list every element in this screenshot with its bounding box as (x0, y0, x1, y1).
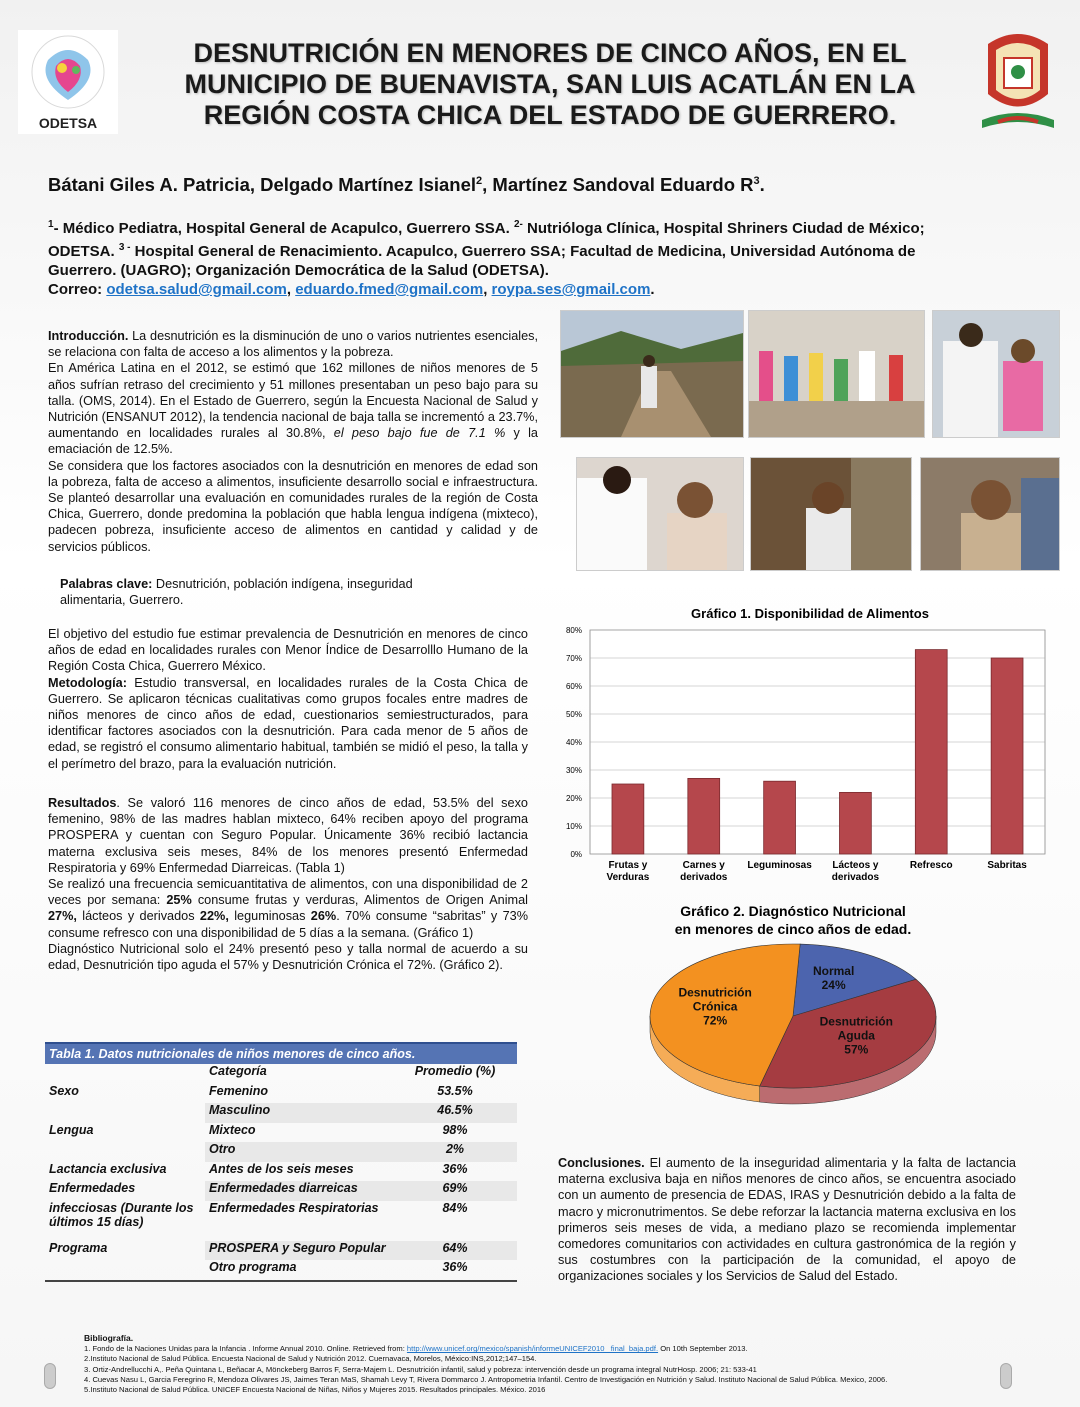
uagro-logo (978, 24, 1058, 134)
nutritional-diagnosis-chart (640, 898, 950, 1108)
y-tick-label: 40% (565, 738, 582, 747)
odetsa-logo (18, 30, 118, 134)
scroll-handle-right[interactable] (1000, 1363, 1012, 1389)
chart-title: Gráfico 2. Diagnóstico Nutricional (680, 903, 906, 919)
y-tick-label: 50% (565, 710, 582, 719)
x-tick-label: Refresco (909, 860, 953, 871)
x-tick-label: Frutas y (608, 860, 648, 871)
table-row: Otro programa 36% (45, 1260, 517, 1281)
x-tick-label: Lácteos y (832, 860, 879, 871)
x-tick-label: Leguminosas (747, 860, 812, 871)
pie-label: Desnutrición (678, 985, 752, 1000)
nutrition-table (45, 1042, 517, 1282)
table-caption: Tabla 1. Datos nutricionales de niños menores de cinco años. (45, 1042, 517, 1064)
objective-method-section: El objetivo del estudio fue estimar prevalencia de Desnutrición en menores de cinco años de edad en localidades rurales con Menor Índice de Desarrolllo Humano de la Región Costa Chica, Guerrero México. Metodología: Estudio transversal, en localidades rurales de la Costa Chica de Guerrero. Se aplicaron técnicas cualitativas como grupos focales entre madres de niños menores de cinco años de edad, cuestionarios semiestructurados, para identificar factores asociados con la desnutrición. Para cada menor de 5 años de edad, se registró el consumo alimentario habitual, también se midió el peso, la talla y el perímetro del brazo, para la evaluación nutrición. (48, 627, 528, 771)
email-link-roypa[interactable]: roypa.ses@gmail.com (491, 281, 651, 298)
pie-label: 24% (821, 978, 846, 993)
table-row: Lactancia exclusiva Antes de los seis meses 36% (49, 1161, 468, 1176)
y-tick-label: 30% (565, 766, 582, 775)
bar (688, 778, 720, 854)
table-row: Otro 2% (45, 1142, 517, 1162)
photo-village-street (560, 310, 744, 438)
bar (915, 650, 947, 854)
introduction-section: Introducción. La desnutrición es la disminución de uno o varios nutrientes esenciales, se relaciona con falta de acceso a los alimentos y la pobreza. En América Latina en el 2012, se estimó que 162 millones de niños menores de 5 años sufrían retraso del crecimiento y 51 millones presentaban un peso bajo para su talla. (OMS, 2014). En el Estado de Guerrero, según la Encuesta Nacional de Salud y Nutrición (ENSANUT 2012), la tendencia nacional de baja talla se incrementó a 23.7%, aumentando en localidades rurales al 30.8%, el peso bajo fue de 7.1 % y la emaciación de 12.5%. Se considera que los factores asociados con la desnutrición en menores de edad son la pobreza, falta de acceso a alimentos, insuficiente desarrollo social e infraestructura. Se planteó desarrollar una evaluación en comunidades rurales de la región de Costa Chica, Guerrero, donde predomina la población que habla lengua indígena (mixteco), padecen pobreza, insuficiente acceso de alimentos en cantidad y calidad y de servicios públicos. (48, 329, 538, 554)
table-row: Programa PROSPERA y Seguro Popular 64% (45, 1241, 517, 1261)
conclusions-section: Conclusiones. El aumento de la inseguridad alimentaria y la falta de lactancia materna exclusiva baja en niños menores de cinco años, se encuentra asociado con un aumento de presencia de EDAS, IRAS y Desnutrición debido a la falta de macro y micronutrimentos. Se debe reforzar la lactancia materna exclusiva en los primeros seis meses de vida, a mediano plazo se recomienda implementar comedores comunitarios con actividades en cultura gastronómica de la región y sus costumbres con la participación de la comunidad, el apoyo de organizaciones sociales y los Servicios de Salud del Estado. (558, 1156, 1016, 1284)
affiliations: $^1$- Médico Pediatra, Hospital General de Acapulco, Guerrero SSA. $^{2-}$ Nutrióloga Clínica, Hospital Shriners Ciudad de México; ODETSA. $^{3 -}$ Hospital General de Renacimiento. Acapulco, Guerrero SSA; Facultad de Medicina, Universidad Autónoma de Guerrero. (UAGRO); Organización Democrática de la Salud (ODETSA). Correo: odetsa.salud@gmail.com, eduardo.fmed@gmail.com, roypa.ses@gmail.com. (48, 219, 925, 298)
photo-doctor-child (932, 310, 1060, 438)
bibliography: Bibliografía. 1. Fondo de la Naciones Unidas para la Infancia . Informe Annual 2010. Online. Retrieved from: http://www.unicef.org/mexico/spanish/informeUNICEF2010_ final_baja.pdf. On 10th September 2013. 2.Instituto Nacional de Salud Pública. Encuesta Nacional de Salud y Nutrición 2012. Cuernavaca, Morelos, México:INS,2012;147–154. 3. Ortiz-Andrellucchi A,. Peña Quintana L, Beñacar A, Mönckeberg Barros F, Serra-Majem L. Desnutrición infantil, salud y pobreza: intervención desde un programa integral NutrHosp. 2006; 21: 533-41 4. Cuevas Nasu L, Garcia Feregrino R, Mendoza Olivares JS, Jaimes Teran MaS, Shamah Levy T, Rivera Dommarco J. Antropometria Infantil. Centro de Investigación en Nutrición y Salud. Instituto Nacional de Salud Pública. Mexico, 2006. 5.Instituto Nacional de Salud Pública. UNICEF Encuesta Nacional de Niñas, Niños y Mujeres 2015. Resultados principales. México. 2016 (84, 1333, 888, 1395)
y-tick-label: 70% (565, 654, 582, 663)
table-row: infecciosas (Durante los últimos 15 días) Enfermedades Respiratorias 84% (49, 1200, 468, 1229)
chart-title: Gráfico 1. Disponibilidad de Alimentos (691, 606, 929, 621)
authors: Bátani Giles A. Patricia, Delgado Martínez Isianel$^2$, Martínez Sandoval Eduardo $R^3$. (48, 174, 765, 195)
food-availability-chart (550, 602, 1055, 892)
table-header-average: Promedio (%) (414, 1064, 496, 1078)
bar (764, 781, 796, 854)
chart-subtitle: en menores de cinco años de edad. (674, 921, 912, 937)
table-row: Lengua Mixteco 98% (49, 1122, 468, 1137)
table-row: Enfermedades Enfermedades diarreicas 69% (45, 1181, 517, 1201)
bar (612, 784, 644, 854)
y-tick-label: 20% (565, 794, 582, 803)
keywords: Palabras clave: Desnutrición, población indígena, inseguridad alimentaria, Guerrero. (60, 577, 413, 608)
x-tick-label: derivados (680, 872, 728, 883)
pie-label: Crónica (692, 999, 738, 1014)
pie-label: 57% (844, 1042, 869, 1057)
results-section: Resultados. Se valoró 116 menores de cinco años de edad, 53.5% del sexo femenino, 98% de las madres hablan mixteco, 64% reciben apoyo del programa PROSPERA y cuentan con Seguro Popular. Únicamente 36% recibió lactancia materna exclusiva seis meses, 84% de los menores presentó Enfermedad Respiratoria y 69% Enfermedad Diarreicas. (Tabla 1) Se realizó una frecuencia semicuantitativa de alimentos, con una disponibilidad de 2 veces por semana: 25% consume frutas y verduras, Alimentos de Origen Animal 27%, lácteos y derivados 22%, leguminosas 26%. 70% consume “sabritas” y 73% consume refresco con una disponibilidad de 5 días a la semana. (Gráfico 1) Diagnóstico Nutricional solo el 24% presentó peso y talla normal de acuerdo a su edad, Desnutrición tipo aguda el 57% y Desnutrición Crónica el 72%. (Gráfico 2). (48, 796, 529, 973)
y-tick-label: 60% (565, 682, 582, 691)
x-tick-label: Verduras (606, 872, 650, 883)
table-row: Sexo Femenino 53.5% (49, 1083, 473, 1098)
scroll-handle-left[interactable] (44, 1363, 56, 1389)
email-link-eduardo[interactable]: eduardo.fmed@gmail.com (295, 281, 484, 298)
email-link-odetsa[interactable]: odetsa.salud@gmail.com (106, 281, 287, 298)
x-tick-label: Carnes y (682, 860, 725, 871)
odetsa-acronym: ODETSA (38, 115, 98, 131)
photo-children-line (748, 310, 925, 438)
bar (839, 792, 871, 854)
pie-label: Desnutrición (819, 1014, 893, 1029)
photo-boy-house (750, 457, 912, 571)
y-tick-label: 0% (570, 850, 582, 859)
photo-exam-child (576, 457, 744, 571)
x-tick-label: Sabritas (987, 860, 1027, 871)
pie-label: Aguda (837, 1028, 875, 1043)
y-tick-label: 10% (565, 822, 582, 831)
x-tick-label: derivados (831, 872, 880, 883)
pie-label: Normal (812, 964, 855, 979)
pie-label: 72% (703, 1013, 728, 1028)
reference-link[interactable]: http://www.unicef.org/mexico/spanish/informeUNICEF2010_ final_baja.pdf. (406, 1344, 659, 1354)
table-header-category: Categoría (209, 1064, 267, 1078)
table-row: Masculino 46.5% (45, 1103, 517, 1123)
photo-child-smiling (920, 457, 1060, 571)
email-label: Correo: (48, 281, 107, 298)
bar (991, 658, 1023, 854)
y-tick-label: 80% (565, 626, 582, 635)
poster-title: DESNUTRICIÓN EN MENORES DE CINCO AÑOS, EN EL MUNICIPIO DE BUENAVISTA, SAN LUIS ACATLÁN EN LA REGIÓN COSTA CHICA DEL ESTADO DE GUERRERO. (184, 38, 916, 130)
